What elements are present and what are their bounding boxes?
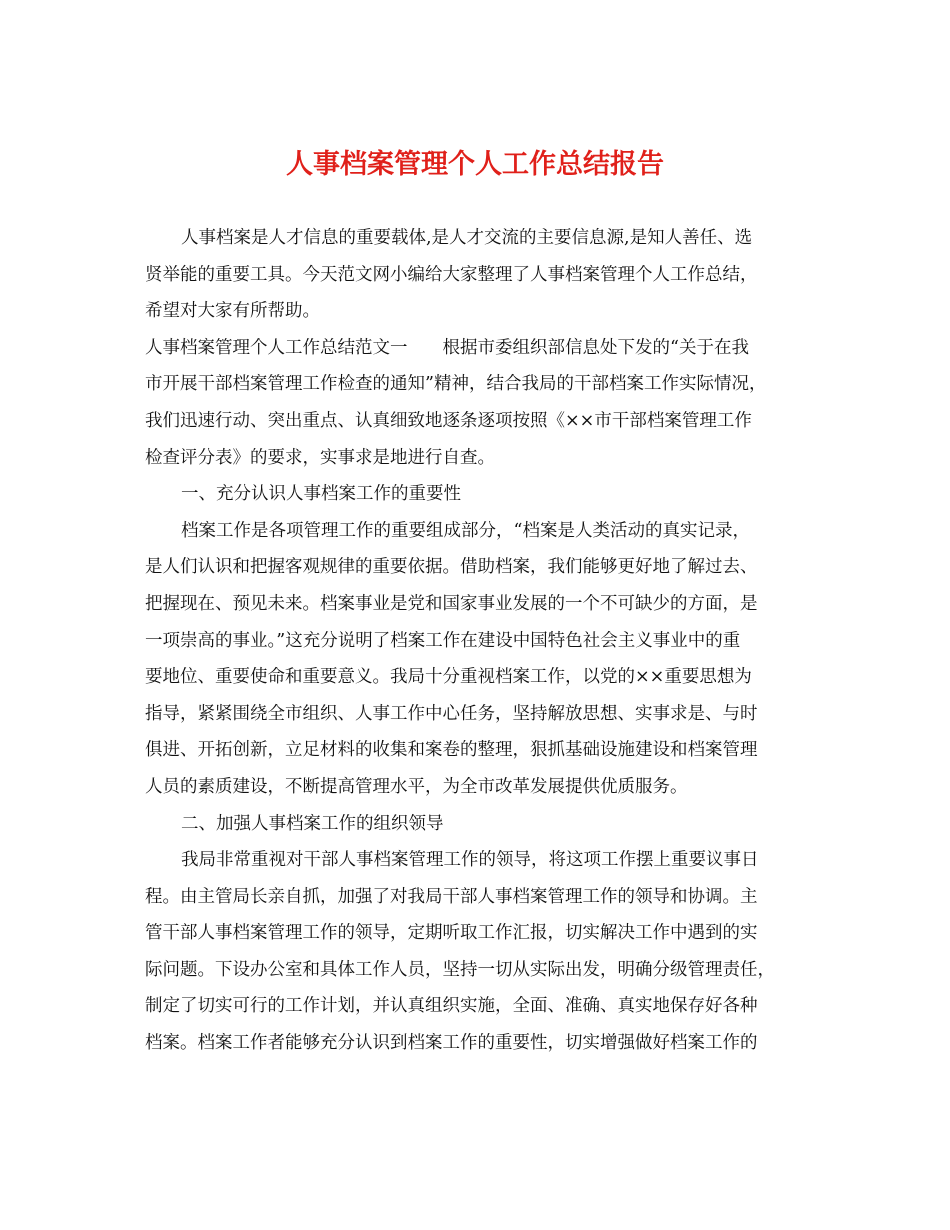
body-line: 一项崇高的事业。”这充分说明了档案工作在建设中国特色社会主义事业中的重: [145, 630, 741, 651]
body-line: 俱进、开拓创新，立足材料的收集和案卷的整理，狠抓基础设施建设和档案管理: [145, 740, 758, 761]
body-line: 我局非常重视对干部人事档案管理工作的领导，将这项工作摆上重要议事日: [181, 850, 759, 871]
body-line: 程。由主管局长亲自抓，加强了对我局干部人事档案管理工作的领导和协调。主: [145, 886, 758, 907]
body-line: 是人们认识和把握客观规律的重要依据。借助档案，我们能够更好地了解过去、: [145, 557, 758, 578]
body-line: 我们迅速行动、突出重点、认真细致地逐条逐项按照《××市干部档案管理工作: [145, 410, 752, 431]
body-line: 检查评分表》的要求，实事求是地进行自查。: [145, 447, 495, 468]
body-line: 制定了切实可行的工作计划，并认真组织实施，全面、准确、真实地保存好各种: [145, 996, 758, 1017]
document-body: [145, 220, 807, 1062]
body-line: 一、充分认识人事档案工作的重要性: [181, 484, 461, 505]
body-line: 指导，紧紧围绕全市组织、人事工作中心任务，坚持解放思想、实事求是、与时: [145, 703, 758, 724]
body-line: 二、加强人事档案工作的组织领导: [181, 813, 444, 834]
body-line: 管干部人事档案管理工作的领导，定期听取工作汇报，切实解决工作中遇到的实: [145, 923, 758, 944]
body-line: 档案工作是各项管理工作的重要组成部分，“档案是人类活动的真实记录，: [181, 520, 750, 541]
body-line: 要地位、重要使命和重要意义。我局十分重视档案工作，以党的××重要思想为: [145, 667, 752, 688]
body-line: 际问题。下设办公室和具体工作人员，坚持一切从实际出发，明确分级管理责任，: [145, 959, 775, 980]
body-line: 市开展干部档案管理工作检查的通知”精神，结合我局的干部档案工作实际情况，: [145, 374, 767, 395]
body-line: 希望对大家有所帮助。: [145, 301, 320, 322]
body-line: 人事档案管理个人工作总结范文一 根据市委组织部信息处下发的“关于在我: [145, 337, 749, 358]
body-line: 贤举能的重要工具。今天范文网小编给大家整理了人事档案管理个人工作总结，: [145, 264, 758, 285]
document-title: 人事档案管理个人工作总结报告: [286, 149, 664, 180]
body-line: 把握现在、预见未来。档案事业是党和国家事业发展的一个不可缺少的方面，是: [145, 593, 758, 614]
body-line: 人员的素质建设，不断提高管理水平，为全市改革发展提供优质服务。: [145, 776, 688, 797]
body-line: 人事档案是人才信息的重要载体,是人才交流的主要信息源,是知人善任、选: [181, 228, 753, 248]
body-line: 档案。档案工作者能够充分认识到档案工作的重要性，切实增强做好档案工作的: [145, 1033, 758, 1054]
